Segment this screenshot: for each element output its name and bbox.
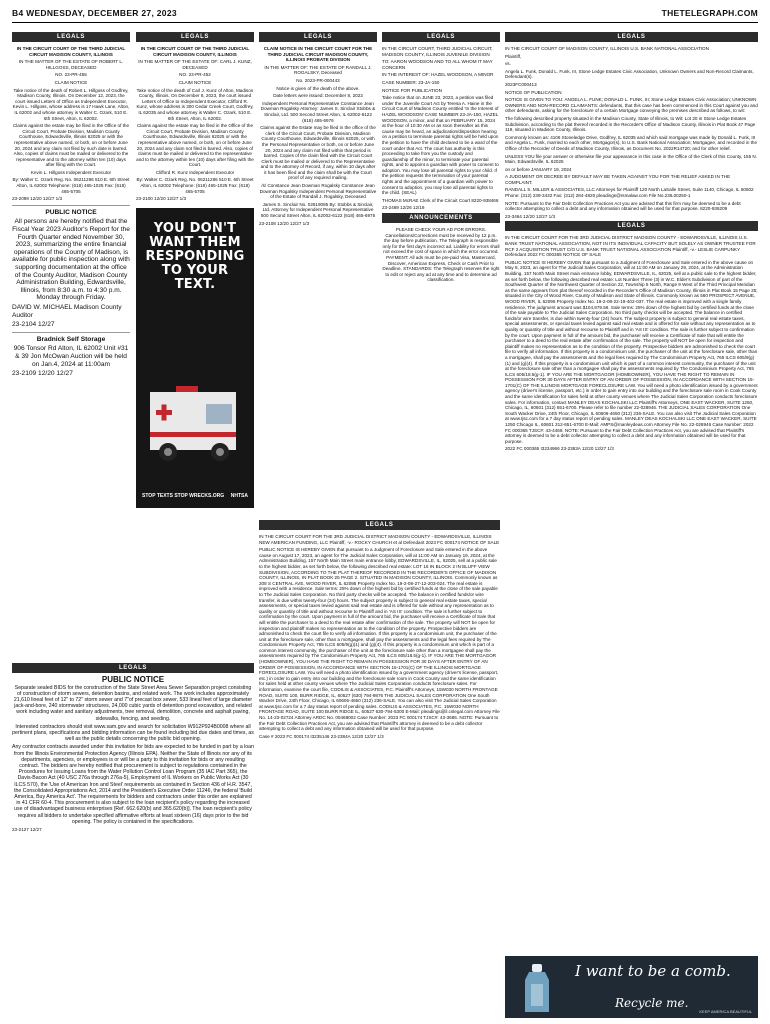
notice-body: UNLESS YOU file your answer or otherwise file your appearance in this case in the Office of the Clerk of this County, 155 N. Main, Edwardsville, IL 62025 xyxy=(505,153,758,165)
site-name: THETELEGRAPH.COM xyxy=(661,8,758,18)
signature: Clifford R. Kunz Independent Executor xyxy=(155,169,235,175)
case-number: NO. 23-PR-455 xyxy=(55,72,87,78)
ad-footer xyxy=(142,494,248,500)
versus-label: vs. xyxy=(505,61,511,67)
foreclosure-notice-1 xyxy=(259,520,500,1018)
announcements-body: PLEASE CHECK YOUR AD FOR ERRORS. Cancellations/Corrections must be received by 12 p.m. the day before publication. The Telegraph is responsible only for the first day's incorrect ad. Liability for errors shall not exceed the cost of space in which the error occurred. PAYMENT: All ads must be pre-paid Visa, Mastercard, Discover, American Express, Check or Cash Prior to Deadline. STANDARDS: The Telegraph reserves the right to edit or reject any ad at any time and to determine ad classification. xyxy=(382,227,500,283)
notice-body: Notice is given of the death of the above. xyxy=(276,85,360,91)
notice-ref: 2022 FC 000365 I3234966 23-2383A 12/20 12/27 1/3 xyxy=(505,446,614,452)
notice-body: NOTE: Pursuant to the Fair Debt Collection Practices Act you are advised that this firm may be deemed to be a debt collector attempting to collect a debt and any information obtained will be used for that purpose. 8220-936209 xyxy=(505,200,741,212)
public-notice-signature: DAVID W. MICHAEL Madison County Auditor xyxy=(12,303,122,319)
court-heading: IN THE CIRCUIT COURT OF THE THIRD JUDICIAL CIRCUIT MADISON COUNTY, ILLINOIS xyxy=(140,46,250,57)
estate-matter: IN THE MATTER OF: THE ESTATE OF RANDALL J. ROGALSKY, Deceased xyxy=(264,64,372,76)
notice-ref: 23-3464 12/20 12/27 1/3 xyxy=(505,213,556,219)
claim-notice-heading: CLAIM NOTICE xyxy=(54,79,88,85)
notice-body: A JUDGMENT OR DECREE BY DEFAULT MAY BE TAKEN AGAINST YOU FOR THE RELIEF ASKED IN THE COMPLAINT. xyxy=(505,174,731,185)
notice-ref: 23-2099 12/20 12/27 1/3 xyxy=(12,196,63,202)
notice-ref: 23-2469 12/26 12/19 xyxy=(382,205,425,211)
notice-heading: NOTICE OF PUBLICATION xyxy=(505,89,562,95)
divider xyxy=(12,332,130,333)
matter: IN THE INTEREST OF: HAZEL WOODSON, A MINOR xyxy=(382,72,494,78)
notice-body: Take notice of the death of Robert L. Hillgoss of Godfrey, Madison County, Illinois. On December 12, 2023, the court issued Letters of Office as Independent Executor, Kevin L. Hillgoss, whose address is 17 Hawk Lane, Alton, IL 62002 and whose attorney is Walter C. Ozark, 510 E. 6th Street, Alton, IL 62002. xyxy=(12,87,130,121)
notice-body: NOTICE IS GIVEN TO YOU: ANGELA L. FUNK; DONALD L. FUNK, III; Stone Ledge Estates Civic Association; UNKNOWN OWNERS AND NON-RECORD CLAIMANTS: defendants, that this case has been commenced in this Court against you and other defendants, asking for the foreclosure of a certain Mortgage conveying the premises described as follows, to wit: xyxy=(505,97,758,114)
storage-title: Bradnick Self Storage xyxy=(36,335,106,343)
notice-ref: 23-2108 12/20 12/27 1/3 xyxy=(259,220,310,226)
notice-body: PUBLIC NOTICE IS HEREBY GIVEN that pursuant to a Judgment of Foreclosure and Sale entered in the above cause on August 17, 2023, an agent for The Judicial Sales Corporation, will at 11:00 AM on January 19, 2024, at the Administration Building, 157 North Main Street main entrance lobby, EDWARDSVILLE, IL, 62025, sell at a public sale to the highest bidder, as set forth below, the following described real estate: LOT 16 IN BLOCK 2 IN BLUFF VIEW SUBDIVISION, ACCORDING TO THE PLAT THEREOF RECORDED IN THE RECORDER'S OFFICE OF MADISON COUNTY, ILLINOIS, IN PLAT BOOK 25 PAGE 2. SITUATED IN MADISON COUNTY, ILLINOIS. Commonly known as 208 S CENTRAL AVE, WOOD RIVER, IL 62095 Property Index No. 19-2-08-27-12-203-024. The real estate is improved with a residence. Sale terms: 25% down of the highest bid by certified funds at the close of the sale payable to The Judicial Sales Corporation. No third party checks will be accepted. The balance in certified funds/or wire transfer, is due within twenty-four (24) hours. The subject property is subject to general real estate taxes, special assessments, or special taxes levied against said real estate and is offered for sale without any representation as to quality or quantity of title and without recourse to Plaintiff and in 'AS IS' condition. The sale is further subject to confirmation by the court. Upon payment in full of the amount bid, the purchaser will receive a Certificate of Sale that will entitle the purchaser to a deed to the real estate after confirmation of the sale. The property will NOT be open for inspection and plaintiff makes no representation as to the condition of the property. Prospective bidders are admonished to check the court file to verify all information. If this property is a condominium unit, the purchaser of the unit at the foreclosure sale, other than a mortgagee, shall pay the assessments and the legal fees required by The Condominium Property Act, 765 ILCS 605/9(g)(1) and (g)(4). If this property is a condominium unit which is part of a common interest community, the purchaser of the unit at the foreclosure sale other than a mortgagee shall pay the assessments required by The Condominium Property Act, 765 ILCS 605/18.5(g-1). IF YOU ARE THE MORTGAGOR (HOMEOWNER), YOU HAVE THE RIGHT TO REMAIN IN POSSESSION FOR 30 DAYS AFTER ENTRY OF AN ORDER OF POSSESSION, IN ACCORDANCE WITH SECTION 15-1701(C) OF THE ILLINOIS MORTGAGE FORECLOSURE LAW. You will need a photo identification issued by a government agency (driver's license, passport, etc.) in order to gain entry into our building and the foreclosure sale room in Cook County and the same identification for sales held at other county venues where The Judicial Sales Corporation conducts foreclosure sales. For information, examine the court file, CODILIS & ASSOCIATES, P.C. Plaintiff's Attorneys, 15W030 NORTH FRONTAGE ROAD, SUITE 100, BURR RIDGE, IL, 60527 (630) 794-9876 THE JUDICIAL SALES CORPORATION One South Wacker Drive, 24th Floor, Chicago, IL 60606-4650 (312) 236-SALE. You can also visit The Judicial Sales Corporation at www.tjsc.com for a 7 day status report of pending sales. CODILIS & ASSOCIATES, P.C. 15W030 NORTH FRONTAGE ROAD, SUITE 100 BURR RIDGE IL, 60527 630-794-5300 E-Mail: pleadings@il.cslegal.com Attorney File No. 14-23-02724 Attorney ARDC No. 00468002 Case Number: 2023 FC 000174 TJSC#: 43-3685. NOTE: Pursuant to the Fair Debt Collection Practices Act, you are advised that Plaintiff's attorney is deemed to be a debt collector attempting to collect a debt and any information obtained will be used for that purpose. xyxy=(259,547,500,732)
ad-headline: YOU DON'T WANT THEM RESPONDING TO YOUR TEXT. xyxy=(145,220,245,292)
section-tab: LEGALS xyxy=(505,32,758,42)
notice-body: Take notice of the death of Carl J. Kunz of Alton, Madison County, Illinois. On December 8, 2023, the court issued Letters of Office to Independent Executor, Clifford R. Kunz, whose address is 300 Cedar Creek Court, Godfrey, IL 62035 and whose attorney is Walter C. Ozark, 510 E. 6th Street, Alton, IL 62002. xyxy=(136,87,254,121)
ad-sponsor: NHTSA xyxy=(230,493,248,500)
notice-body: Commonly known as: 4106 Stoneledge Drive, Godfrey, IL 62035 and which said mortgage was made by Donald L. Funk, III and Angela L. Funk, married to each other, Mortgagor(s), to U.S. Bank National Association; Mortgagee, and recorded in the Office of the Recorder of Deeds of Madison County, Illinois, as Document No. 2022R14720; and for other relief. xyxy=(505,134,758,151)
notice-body: Claims against the estate may be filed in the Office of the Circuit Court, Probate Division, Madison County Courthouse, Edwardsville, Illinois 62025 or with the representative above named, or both, on or before June 20, 2024 and any claim not filed is barred. Also, copies of claims must be mailed or delivered to the representative and to the attorney within ten (10) days after filing with the Court. xyxy=(136,123,254,168)
divider xyxy=(12,205,130,206)
plaintiff-label: Plaintiff, xyxy=(505,53,522,59)
court-heading: IN THE CIRCUIT COURT OF MADISON COUNTY, ILLINOIS U.S. BANK NATIONAL ASSOCIATION xyxy=(505,46,709,51)
section-tab: LEGALS xyxy=(259,32,377,42)
notice-body: PUBLIC NOTICE IS HEREBY GIVEN that pursuant to a Judgment of Foreclosure and Sale entered in the above cause on May 8, 2023, an agent for The Judicial Sales Corporation, will at 11:00 AM on January 29, 2024, at the Administration Building, 157 North Main Street main entrance lobby, EDWARDSVILLE, IL, 62025, sell at a public sale to the highest bidder, as set forth below, the following described real estate: Lot Number Three (3) in W.C. Elder's Subdivision of part of the Southwest Quarter of the Northwest Quarter of Section 22, Township 5 North, Range 9 West of the Third Principal Meridian as the same appears from plat thereof recorded in the Recorder's Office of Madison County, Illinois in Plat Book 15 Page 25; situated in the City of Wood River, County of Madison and State of Illinois. Commonly known as 560 PROSPECT AVENUE, WOOD RIVER, IL 62095 Property Index No. 19-2-08-22-19-402-037. The real estate is improved with a single family residence. The judgment amount was $104,979.56. Sale terms: 25% down of the highest bid by certified funds at the close of the sale payable to The Judicial Sales Corporation. No third party checks will be accepted. The balance in certified funds/or wire transfer, is due within twenty-four (24) hours. The subject property is subject to general real estate taxes, special assessments, or special taxes levied against said real estate and is offered for sale without any representation as to quality or quantity of title and without recourse to Plaintiff and in 'AS IS' condition. The sale is further subject to confirmation by the court. Upon payment in full of the amount bid, the purchaser will receive a Certificate of Sale that will entitle the purchaser to a deed to the real estate after confirmation of the sale. The property will NOT be open for inspection and plaintiff makes no representation as to the condition of the property. Prospective bidders are admonished to check the court file to verify all information. If this property is a condominium unit, the purchaser of the unit at the foreclosure sale, other than a mortgagee, shall pay the assessments and the legal fees required by The Condominium Property Act, 765 ILCS 605/9(g)(1) and (g)(4). If this property is a condominium unit which is part of a common interest community, the purchaser of the unit at the foreclosure sale other than a mortgagee shall pay the assessments required by The Condominium Property Act, 765 ILCS 605/18.5(g-1). IF YOU ARE THE MORTGAGOR (HOMEOWNER), YOU HAVE THE RIGHT TO REMAIN IN POSSESSION FOR 30 DAYS AFTER ENTRY OF AN ORDER OF POSSESSION, IN ACCORDANCE WITH SECTION 15-1701(C) OF THE ILLINOIS MORTGAGE FORECLOSURE LAW. You will need a photo identification issued by a government agency (driver's license, passport, etc.) in order to gain entry into our building and the foreclosure sale room in Cook County and the same identification for sales held at other county venues where The Judicial Sales Corporation conducts foreclosure sales. For information, contact MANLEY DEAS KOCHALSKI LLC Plaintiff's Attorneys, ONE EAST WACKER, SUITE 1250, Chicago, IL, 60601 (312) 651-6700. Please refer to file number 22-028946. THE JUDICIAL SALES CORPORATION One South Wacker Drive, 24th Floor, Chicago, IL 60606-4650 (312) 236-SALE. You can also visit The Judicial Sales Corporation at www.tjsc.com for a 7 day status report of pending sales. MANLEY DEAS KOCHALSKI LLC ONE EAST WACKER, SUITE 1250 Chicago IL, 60601 312-651-6700 E-Mail: AMPS@manleydeas.com Attorney File No. 22-028946 Case Number: 2022 FC 000365 TJSC#: 43-4469. NOTE: Pursuant to the Fair Debt Collection Practices Act, you are advised that Plaintiff's attorney is deemed to be a debt collector attempting to collect a debt and any information obtained will be used for that purpose. xyxy=(505,259,758,444)
claim-notice-heading: CLAIM NOTICE xyxy=(178,79,212,85)
storage-body: 906 Tonsor Rd Alton, IL 62002 Unit #31 & 39 Jon McOwan Auction will be held on Jan.4, 2024 at 11:00am xyxy=(13,345,129,368)
notice-body: Independent Personal Representative Constance Jean Dowman Rogalsky Attorney: James S. Sinclair Stobbs & Sinclair, Ltd. 500 Second Street Alton, IL 62002-6122 (618) 465-6976 xyxy=(260,100,376,123)
texting-ad xyxy=(136,208,254,508)
announcements-tab: ANNOUNCEMENTS xyxy=(382,213,500,223)
case-number: CASE NUMBER: 23-JA-150 xyxy=(382,79,440,85)
signature: Kevin L. Hillgoss Independent Executor xyxy=(30,169,112,175)
notice-ref: 23-2104 12/27 xyxy=(12,321,55,329)
attorney-info: James S. Sinclair No. 02619085 By: Stobbs & Sinclair, Ltd. Attorney for Independent Personal Representative 500 Second Street Alton, IL 62002-6122 (618) 465-6976 xyxy=(260,201,376,219)
attorney-info: By: Walter C. Ozark Reg. No. 06211286 510 E. 6th Street Alton, IL 62002 Telephone: (618) 465-1025 Fax: (618) 465-5705 xyxy=(12,177,130,194)
public-notice-title: PUBLIC NOTICE xyxy=(101,675,165,684)
case-number: 2023FC000413 xyxy=(505,81,537,87)
public-notice-body: Interested contractors should visit www.sam.gov and search for solicitation W912P924B0008 where all pertinent plans, specifications and bidding information can be found including bid due dates and times, as well as the public details concerning the public bid opening. xyxy=(12,723,254,743)
public-notice-body: Any contractor contracts awarded under this invitation for bids are expected to be funded in part by a loan from the Illinois Environmental Protection Agency (Illinois EPA). Neither the State of Illinois nor any of its departments, agencies, or employees is or will be a party to this invitation for bids or any resulting contract. The bidders are hereby notified that procurement is subject to regulations contained in the Procedures for Issuing Loans from the Water Pollution Control Loan Program (35 IAC Part 365), the Davis-Bacon Act (40 USC 276a through 276a-5), Employment of IL Workers on Public Works Act (30 ILCS 570), the 'Use of American Iron and Steel' requirements as contained in Section 436 of H.R. 3547, the Consolidated Appropriations Act, 2014 and the President's Executive Order 11246, the federal 'Build America, Buy America Act'. The requirements for bidders and contractors under this order are explained in 41 CFR 60-4. This procurement is also subject to the loan recipient's policy regarding the increased use of disadvantaged business enterprises [Ref. 662.620(b) and 365.620(b)]. The loan recipient's policy requires all bidders to undertake specified affirmative efforts at least sixteen (16) days prior to the bid opening. The policy is contained in the specifications. xyxy=(12,744,254,825)
ambulance-illustration xyxy=(136,352,254,482)
section-tab: LEGALS xyxy=(136,32,254,42)
section-tab: LEGALS xyxy=(259,520,500,530)
section-tab: LEGALS xyxy=(382,32,500,42)
notice-body: Claims against the estate may be filed in the Office of the Circuit Court, Probate Division, Madison County Courthouse, Edwardsville, Illinois 62025 or with the representative above named, or both, on or before June 20, 2024 and any claim not filed by such date is barred. Also, copies of claims must be mailed or delivered to the representative and to the attorney within ten (10) days after filing with the Court. xyxy=(12,123,130,168)
page-header xyxy=(12,6,758,20)
court-heading: IN THE CIRCUIT COURT, THIRD JUDICIAL CIRCUIT, MADISON COUNTY, ILLINOIS JUVENILE DIVISION xyxy=(382,46,493,57)
public-notice-bids xyxy=(12,663,254,1018)
header-rule xyxy=(12,22,758,23)
estate-matter: IN THE MATTER OF THE ESTATE OF ROBERT L. HILLGOSS, DECEASED xyxy=(18,59,124,70)
notice-heading: NOTICE FOR PUBLICATION xyxy=(382,87,442,93)
recycle-ad xyxy=(505,956,758,1018)
section-tab: LEGALS xyxy=(505,221,758,231)
signature: /s/ Constance Jean Dowman Rogalsky Constance Jean Dowman Rogalsky Independent Personal Representative of the Estate of Randall J. Rogalsky, Deceased xyxy=(259,183,377,200)
ad-sponsor: KEEP AMERICA BEAUTIFUL xyxy=(699,1009,752,1014)
notice-body: Take notice that on JUNE 23, 2023, a petition was filed under the Juvenile Court Act by Teresa A. Haine in the Circuit Court of Madison County entitled 'In the Interest of HAZEL WOODSON' CASE NUMBER 23-JA-150, HAZEL WOODSON, a minor, and that on FEBRUARY 15, 2024 at the hour of 10:30 AM or as soon thereafter as this cause may be heard, an adjudication/disposition hearing on a petition to terminate parental rights will be held upon the petition to have the child declared to be a ward of the court under that Act. The court has authority in this proceeding to take from you the custody and guardianship of the minor, to terminate your parental rights, and to appoint a guardian with power to consent to adoption. You may lose all parental rights to your child. If the petition requests the termination of your parental rights and the appointment of a guardian with power to consent to adoption, you may lose all parental rights to the child. (SEAL) xyxy=(382,95,499,196)
attorney-info: RANDALL S. MILLER & ASSOCIATES, LLC Attorneys for Plaintiff 120 North LaSalle Street, Suite 1140, Chicago, IL 60602 Phone: (312) 239-3432 Fax: (312) 284-4820 pleadings@rsmalaw.com File No.23IL00250-1 xyxy=(505,187,754,199)
court-heading: IN THE CIRCUIT COURT OF THE THIRD JUDICIAL CIRCUIT MADISON COUNTY, ILLINOIS xyxy=(16,46,126,57)
estate-matter: IN THE MATTER OF THE ESTATE OF: CARL J. KUNZ, DECEASED xyxy=(138,59,252,70)
defendants: Angela L. Funk, Donald L. Funk, III, Stone Ledge Estates Civic Association, Unknown Owners and Non-Record Claimants, Defendant(s). xyxy=(505,68,754,80)
ad-tagline: Recycle me. xyxy=(615,996,689,1010)
public-notice-body: All persons are hereby notified that the Fiscal Year 2023 Auditor's Report for the Fourth Quarter ended November 30, 2023, summarizing the entire financial operations of the County of Madison, is available for public inspection along with supporting documentation at the office of the County Auditor, Madison County Administration Building, Edwardsville, Illinois, from 8:30 a.m. to 4:30 p.m. Monday through Friday. xyxy=(12,218,130,302)
notice-body: The following described property situated in the Madison County, State of Illinois, to Wit: Lot 20 in Stone Ledge Estates Subdivision, according to the plat thereof recorded in the Recorder's Office of Madison County, Illinois in Plat Book 47 Page 119, situated in Madison County, Illinois. xyxy=(505,115,756,133)
ad-headline: I want to be a comb. xyxy=(575,962,731,980)
page-info: B4 WEDNESDAY, DECEMBER 27, 2023 xyxy=(12,8,177,18)
case-number: No. 2023-PR-000443 xyxy=(296,77,340,83)
column-3 xyxy=(259,32,377,384)
bottle-illustration xyxy=(515,962,565,1014)
addressee: TO: AARON WOODSON AND TO ALL WHOM IT MAY CONCERN xyxy=(382,59,493,70)
signature: THOMAS McRAE Clerk of the Circuit Court 8220-938466 xyxy=(382,197,499,203)
notice-ref: Case # 2023 FC 000174 I3235146 23-2384A 12/20 12/27 1/3 xyxy=(259,733,384,739)
court-heading: CLAIM NOTICE IN THE CIRCUIT COURT FOR THE THIRD JUDICIAL CIRCUIT MADISON COUNTY, ILLINOIS PROBATE DIVISION xyxy=(263,46,373,63)
notice-body: Claims against the Estate may be filed in the office of the clerk of the Circuit Court, Probate Division, Madison County Courthouse, Edwardsville, Illinois 62025, or with the Personal Representative or both, on or before June 20, 2024 and any claim not filed within that period is barred. Copies of the claim filed with the Circuit Court Clerk must be mailed or delivered to the Representative and to the attorney of Record, if any, within 10 days after it has been filed and the claim shall be with the Court proof of any required mailing. xyxy=(260,125,376,181)
notice-ref: 23-2100 12/20 12/27 1/3 xyxy=(136,196,187,202)
notice-ref: 23-2109 12/20 12/27 xyxy=(12,370,73,378)
ad-campaign: STOP TEXTS STOP WRECKS.ORG xyxy=(142,493,225,500)
notice-body: Date letters were issued: December 8, 2023 xyxy=(273,93,363,99)
column-4 xyxy=(382,32,500,462)
public-notice-body: Separate sealed BIDS for the construction of the State Street Area Sewer Separation project consisting of construction of storm sewers, detention basins, and related work. The work includes approximately 21,610 lineal feet of 12" to 72" storm sewer and 7"of precast box sewer, 533 lineal feet of large diameter jack-and-bore, 240 stormwater structures, 24,000 cubic yards of detention pond excavation, and related work including water and sanitary adjustments, tree removal, demolition, concrete and asphalt paving, sidewalks, fencing, and seeding. xyxy=(13,684,253,722)
court-heading: IN THE CIRCUIT COURT FOR THE 3RD JUDICIAL DISTRICT MADISON COUNTY - EDWARDSVILLE, ILLINOIS U.S. BANK TRUST NATIONAL ASSOCIATION, NOT IN ITS INDIVIDUAL CAPACITY BUT SOLELY AS OWNER TRUSTEE FOR RCF 2 ACQUISITION TRUST C/O U.S. BANK TRUST NATIONAL ASSOCIATION Plaintiff, -v.- LESLIE CARPUNKY Defendant 2022 FC 000365 NOTICE OF SALE xyxy=(505,235,756,258)
notice-ref: 23-2127 12/27 xyxy=(12,827,42,833)
section-tab: LEGALS xyxy=(12,32,130,42)
case-number: NO. 23-PR-452 xyxy=(179,72,211,78)
public-notice-title: PUBLIC NOTICE xyxy=(45,208,97,216)
section-tab: LEGALS xyxy=(12,663,254,673)
notice-body: on or before JANUARY 19, 2024 xyxy=(505,166,572,172)
column-5 xyxy=(505,32,758,952)
court-heading: IN THE CIRCUIT COURT FOR THE 3RD JUDICIAL DISTRICT MADISON COUNTY - EDWARDSVILLE, ILLINOIS NEW AMERICAN FUNDING, LLC Plaintiff, -v.- ROCKY CHURCH et al Defendant 2023 FC 000174 NOTICE OF SALE xyxy=(259,534,500,545)
attorney-info: By: Walter C. Ozark Reg. No. 06211286 510 E. 6th Street Alton, IL 62002 Telephone: (618) 465-1025 Fax: (618) 465-5705 xyxy=(136,177,254,194)
